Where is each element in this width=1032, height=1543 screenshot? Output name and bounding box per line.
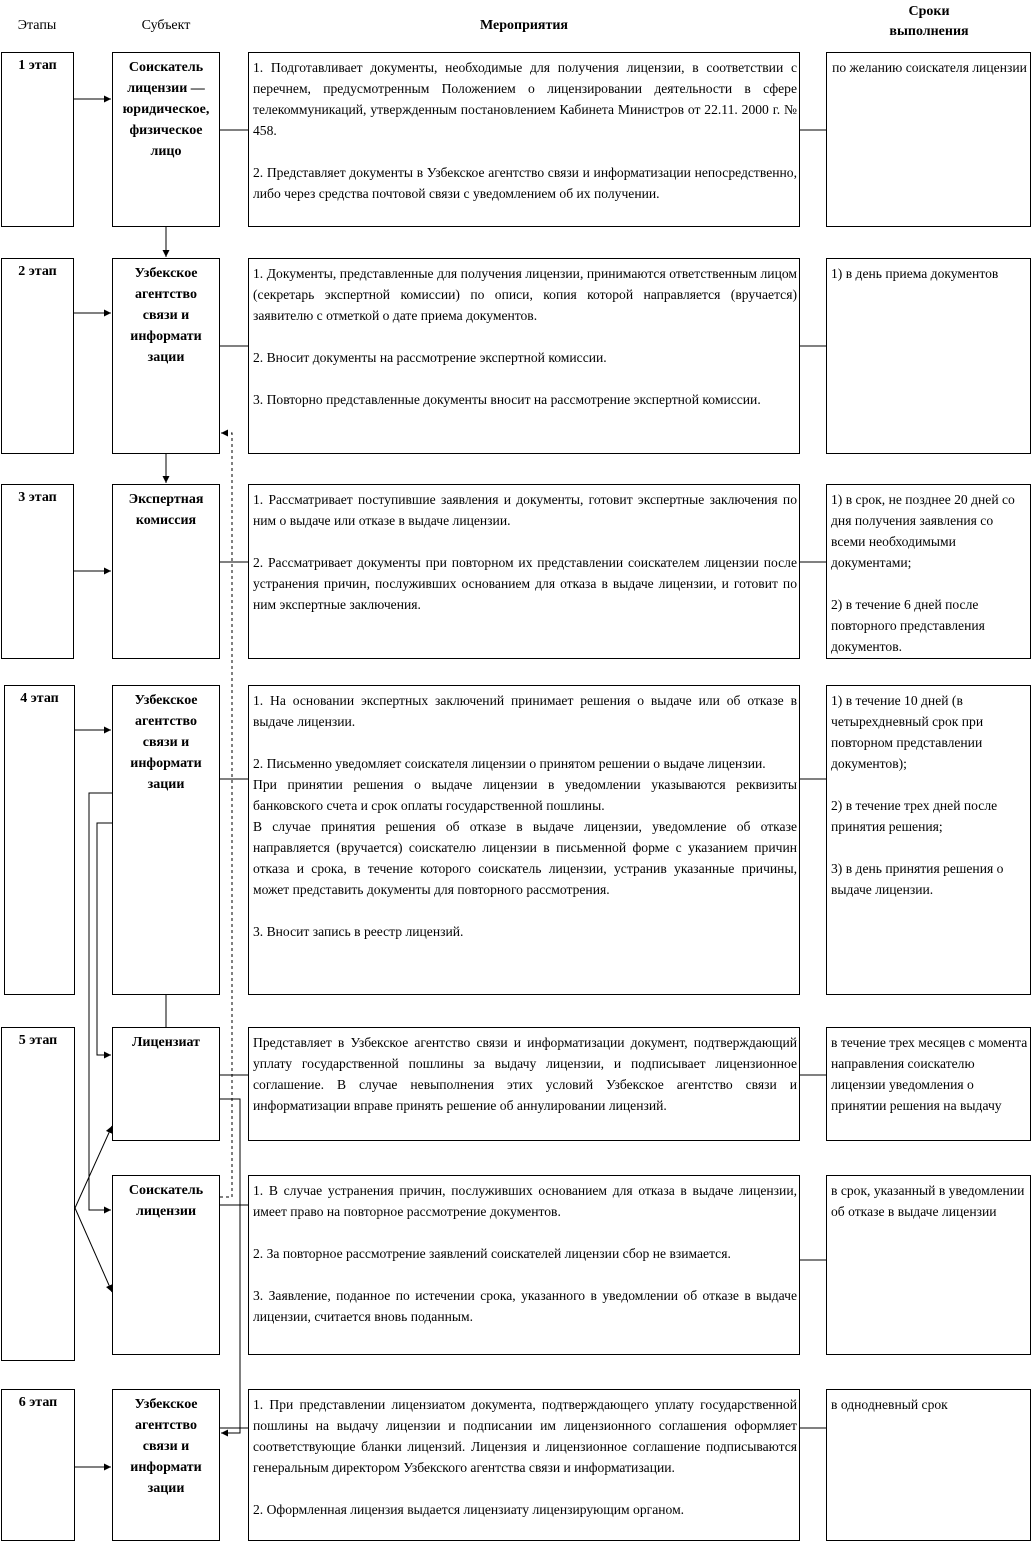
header-stages: Этапы (17, 18, 57, 33)
action-item: 3. Повторно представленные документы вносит на рассмотрение экспертной комиссии. (253, 392, 761, 407)
action-item: 2. Рассматривает документы при повторном их представлении соискателем лицензии после устранения причин, послуживших основанием для отказа в выдаче лицензии, и готовит по ним экспертные заключения. (253, 555, 797, 612)
header-terms-line2: выполнения (889, 24, 969, 39)
subject-label: Узбекское агентство связи и информати зации (130, 693, 202, 792)
subject-label: Лицензиат (131, 1035, 201, 1050)
term-item: по желанию соискателя лицензии (832, 60, 1027, 75)
dashed-resubmission-loop (220, 433, 232, 1197)
term-item: 2) в течение трех дней после принятия решения; (831, 798, 998, 834)
term-item: в срок, указанный в уведомлении об отказе в выдаче лицензии (831, 1183, 1025, 1219)
term-item: в однодневный срок (831, 1397, 948, 1412)
subject-label: Соискатель лицензии — юридическое, физическое лицо (122, 60, 210, 159)
stage-label: 5 этап (18, 1033, 58, 1048)
action-item: 1. При представлении лицензиатом документа, подтверждающего уплату государственной пошлины на выдачу лицензии и подписании им лицензионного соглашения оформляет соответствующие бланки лицензий. Лицензия и лицензионное соглашение подписываются генеральным директором Узбекского агентства связи и информатизации. (253, 1397, 797, 1475)
action-item: 1. На основании экспертных заключений принимает решения о выдаче или об отказе в выдаче лицензии. (253, 693, 797, 729)
action-item: 2. Представляет документы в Узбекское агентство связи и информатизации непосредственно, либо через средства почтовой связи с уведомлением об их получении. (253, 165, 797, 201)
action-item: 1. Документы, представленные для получения лицензии, принимаются ответственным лицом (секретарь экспертной комиссии) по описи, копия которой направляется (вручается) заявителю с отметкой о дате приема документов. (253, 266, 797, 323)
term-item: в течение трех месяцев с момента направления соискателю лицензии уведомления о принятии решения на выдачу (831, 1035, 1028, 1113)
subject-label: Узбекское агентство связи и информати зации (130, 1397, 202, 1496)
header-terms-line1: Сроки (908, 4, 950, 19)
action-item: 2. Оформленная лицензия выдается лицензиату лицензирующим органом. (253, 1502, 685, 1517)
term-item: 1) в срок, не позднее 20 дней со дня получения заявления со всеми необходимыми документами; (831, 492, 1015, 570)
action-item: 3. Вносит запись в реестр лицензий. (253, 924, 464, 939)
term-item: 1) в течение 10 дней (в четырехдневный срок при повторном представлении документов); (831, 693, 984, 771)
action-item: 2. Письменно уведомляет соискателя лицензии о принятом решении о выдаче лицензии. (253, 756, 766, 771)
action-item: В случае принятия решения об отказе в выдаче лицензии, уведомление об отказе направляется (вручается) соискателю лицензии в письменной форме с указанием причин отказа и срока, в течение которого соискатель лицензии, устранив указанные причины, может представить документы для повторного рассмотрения. (253, 819, 797, 897)
action-item: 1. Рассматривает поступившие заявления и документы, готовит экспертные заключения по ним о выдаче или отказе в выдаче лицензии. (253, 492, 797, 528)
subject-label: Экспертная комиссия (128, 492, 204, 528)
header-subject: Субъект (141, 18, 191, 33)
stage-label: 2 этап (18, 264, 57, 279)
header-actions: Мероприятия (479, 18, 569, 33)
loop-4-to-licensee (97, 823, 112, 1055)
action-item: 1. В случае устранения причин, послуживших основанием для отказа в выдаче лицензии, имеет право на повторное рассмотрение документов. (253, 1183, 797, 1219)
stage-label: 3 этап (18, 490, 57, 505)
term-item: 3) в день принятия решения о выдаче лицензии. (831, 861, 1004, 897)
action-item: 3. Заявление, поданное по истечении срока, указанного в уведомлении об отказе в выдаче лицензии, считается вновь поданным. (253, 1288, 797, 1324)
arrow-stage5-up (75, 1126, 112, 1208)
loop-licensee-to-stage6 (220, 1099, 240, 1433)
subject-label: Узбекское агентство связи и информати зации (130, 266, 202, 365)
subject-label: Соискатель лицензии (128, 1183, 204, 1219)
action-item: 2. За повторное рассмотрение заявлений соискателей лицензии сбор не взимается. (253, 1246, 731, 1261)
loop-4-to-applicant (89, 793, 112, 1210)
term-item: 2) в течение 6 дней после повторного представления документов. (831, 597, 985, 654)
action-item: При принятии решения о выдаче лицензии в уведомлении указываются реквизиты банковского счета и срок оплаты государственной пошлины. (253, 777, 797, 813)
action-item: 1. Подготавливает документы, необходимые для получения лицензии, в соответствии с перечнем, предусмотренным Положением о лицензировании деятельности в сфере телекоммуникаций, утвержденным постановлением Кабинета Министров от 22.11. 2000 г. № 458. (253, 60, 797, 138)
action-item: Представляет в Узбекское агентство связи и информатизации документ, подтверждающий уплату государственной пошлины за выдачу лицензии, и подписывает лицензионное соглашение. В случае невыполнения этих условий Узбекское агентство связи и информатизации вправе принять решение об аннулировании лицензий. (253, 1035, 797, 1113)
arrow-stage5-down (75, 1208, 112, 1292)
term-item: 1) в день приема документов (831, 266, 999, 281)
stage-label: 6 этап (18, 1395, 58, 1410)
stage-label: 4 этап (20, 691, 59, 706)
action-item: 2. Вносит документы на рассмотрение экспертной комиссии. (253, 350, 607, 365)
stage-label: 1 этап (18, 58, 57, 73)
